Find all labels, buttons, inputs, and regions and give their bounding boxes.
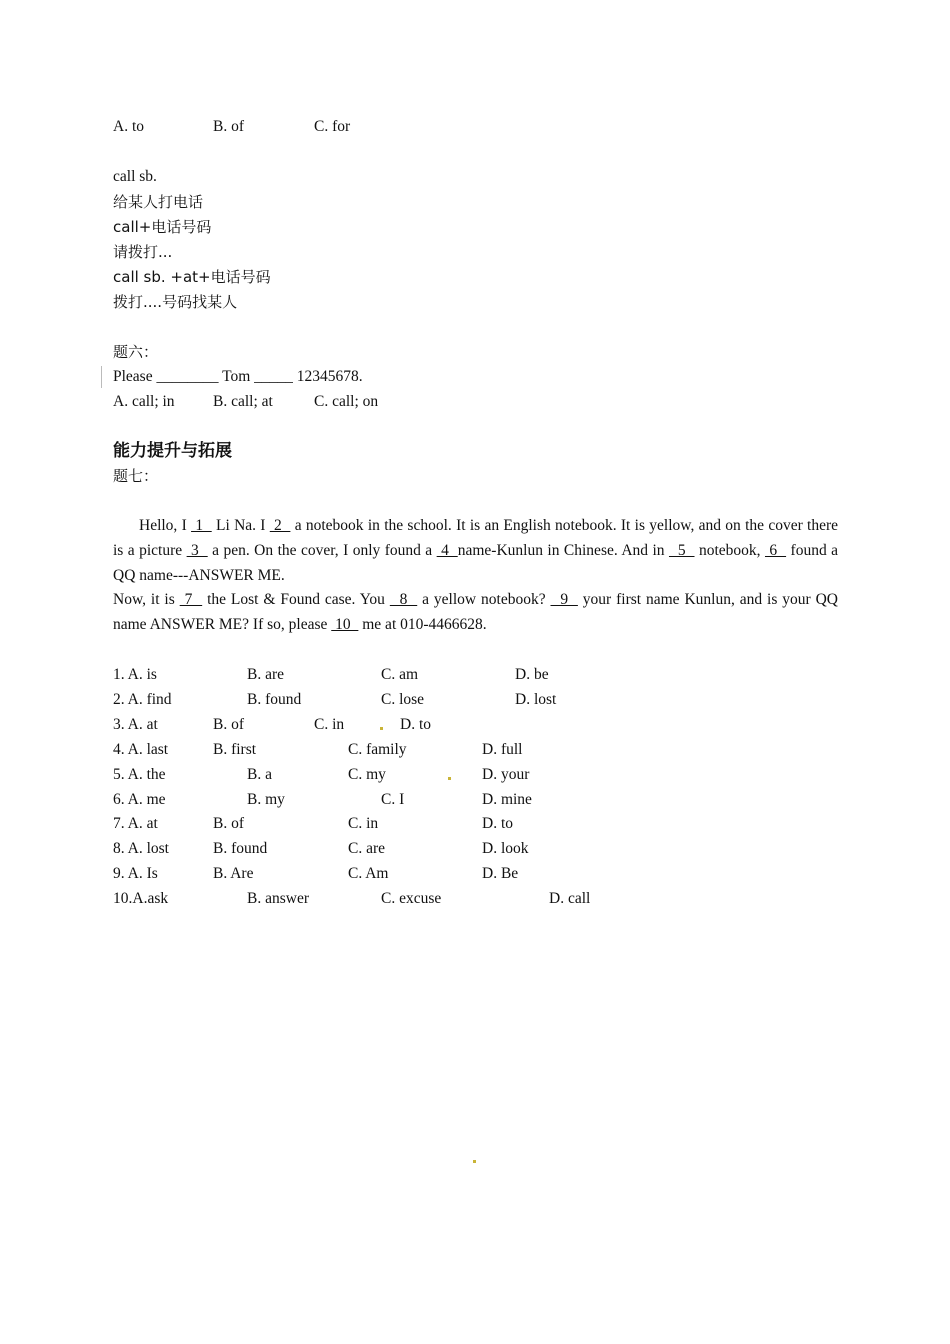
passage-text: me at 010-4466628.	[358, 616, 487, 634]
choice-option: B. of	[213, 815, 244, 833]
passage-text: the Lost & Found case. You	[202, 591, 390, 609]
stray-mark	[448, 777, 451, 780]
blank-number: 6	[764, 541, 787, 559]
stray-mark	[380, 727, 383, 730]
choice-option: C. am	[381, 666, 419, 683]
blank-number: 3	[186, 541, 208, 559]
choice-option: C. in	[314, 715, 345, 733]
q5-option-a: A. to	[113, 118, 144, 135]
note-line: 给某人打电话	[113, 193, 204, 211]
passage-text: notebook,	[694, 541, 765, 559]
choice-option: 1. A. is	[113, 666, 157, 683]
passage-text: Hello, I	[139, 517, 192, 534]
choice-option: B. found	[213, 840, 268, 858]
note-line: 拨打....号码找某人	[113, 293, 238, 311]
blank-number: 4	[436, 541, 458, 559]
passage-text: Li Na. I	[211, 517, 270, 534]
choice-option: B. are	[247, 666, 285, 683]
passage-text: a pen. On the cover, I only found a	[207, 541, 437, 559]
stray-mark	[473, 1160, 476, 1163]
blank-number: 5	[668, 541, 695, 559]
blank-number: 2	[269, 517, 291, 534]
choice-option: D. your	[482, 765, 530, 783]
blank-number: 9	[550, 591, 578, 609]
choice-option: C. excuse	[381, 890, 442, 908]
choice-option: C. lose	[381, 690, 425, 708]
blank-number: 1	[191, 517, 212, 534]
choice-option: C. are	[348, 840, 386, 858]
section-heading: 能力提升与拓展	[113, 441, 232, 461]
choice-option: 8. A. lost	[113, 840, 169, 858]
blank-number: 10	[331, 616, 359, 634]
note-line: call sb.	[113, 168, 157, 185]
q6-option-b: B. call; at	[213, 393, 273, 410]
choice-option: C. in	[348, 815, 379, 833]
choice-option: D. lost	[515, 690, 557, 708]
choice-option: 4. A. last	[113, 740, 169, 758]
passage-paragraph-1	[113, 514, 838, 588]
choice-option: B. Are	[213, 865, 254, 883]
passage-paragraph-2	[113, 588, 838, 638]
q6-stem: Please ________ Tom _____ 12345678.	[113, 368, 363, 385]
choice-option: 6. A. me	[113, 790, 166, 808]
passage-text: a notebook in the school. It is an English notebook. It is yellow, and on the cover there is a picture	[113, 517, 839, 559]
q5-option-b: B. of	[213, 118, 244, 135]
passage-text: your first name Kunlun, and is your QQ name ANSWER ME? If so, please	[113, 591, 839, 634]
passage-text: a yellow notebook?	[417, 591, 551, 609]
choice-option: D. look	[482, 840, 529, 858]
choice-option: C. Am	[348, 865, 389, 883]
margin-line	[101, 366, 102, 388]
q6-option-c: C. call; on	[314, 393, 379, 410]
q5-option-c: C. for	[314, 118, 351, 135]
choice-option: B. first	[213, 740, 257, 758]
note-line: call+电话号码	[113, 218, 212, 236]
choice-option: D. full	[482, 740, 523, 758]
choice-option: D. to	[482, 815, 513, 833]
choice-option: D. to	[400, 715, 431, 733]
choice-option: B. my	[247, 790, 285, 808]
passage-text: name-Kunlun in Chinese. And in	[457, 541, 669, 559]
choice-option: D. mine	[482, 790, 532, 808]
note-line: 请拨打...	[113, 243, 173, 261]
choice-option: 9. A. Is	[113, 865, 158, 883]
choice-option: D. Be	[482, 865, 519, 883]
blank-number: 7	[179, 591, 203, 609]
choice-option: 10.A.ask	[113, 890, 169, 908]
choice-option: 2. A. find	[113, 690, 172, 708]
choice-option: B. found	[247, 690, 302, 708]
choice-option: 5. A. the	[113, 765, 166, 783]
choice-option: C. I	[381, 790, 405, 808]
choice-option: D. call	[549, 890, 591, 908]
passage-text: found a QQ name---ANSWER ME.	[113, 541, 839, 584]
note-line: call sb. +at+电话号码	[113, 268, 271, 286]
choice-option: C. family	[348, 740, 407, 758]
q6-option-a: A. call; in	[113, 393, 175, 410]
choice-option: B. answer	[247, 890, 309, 908]
choice-option: 7. A. at	[113, 815, 158, 833]
choice-option: B. of	[213, 715, 244, 733]
choice-option: 3. A. at	[113, 715, 158, 733]
passage-text: Now, it is	[113, 591, 180, 609]
cloze-passage	[113, 514, 838, 638]
choice-option: C. my	[348, 765, 386, 783]
q6-title: 题六：	[113, 343, 159, 361]
choice-option: B. a	[247, 765, 272, 783]
blank-number: 8	[389, 591, 418, 609]
q7-title: 题七：	[113, 467, 159, 485]
choice-option: D. be	[515, 666, 549, 683]
